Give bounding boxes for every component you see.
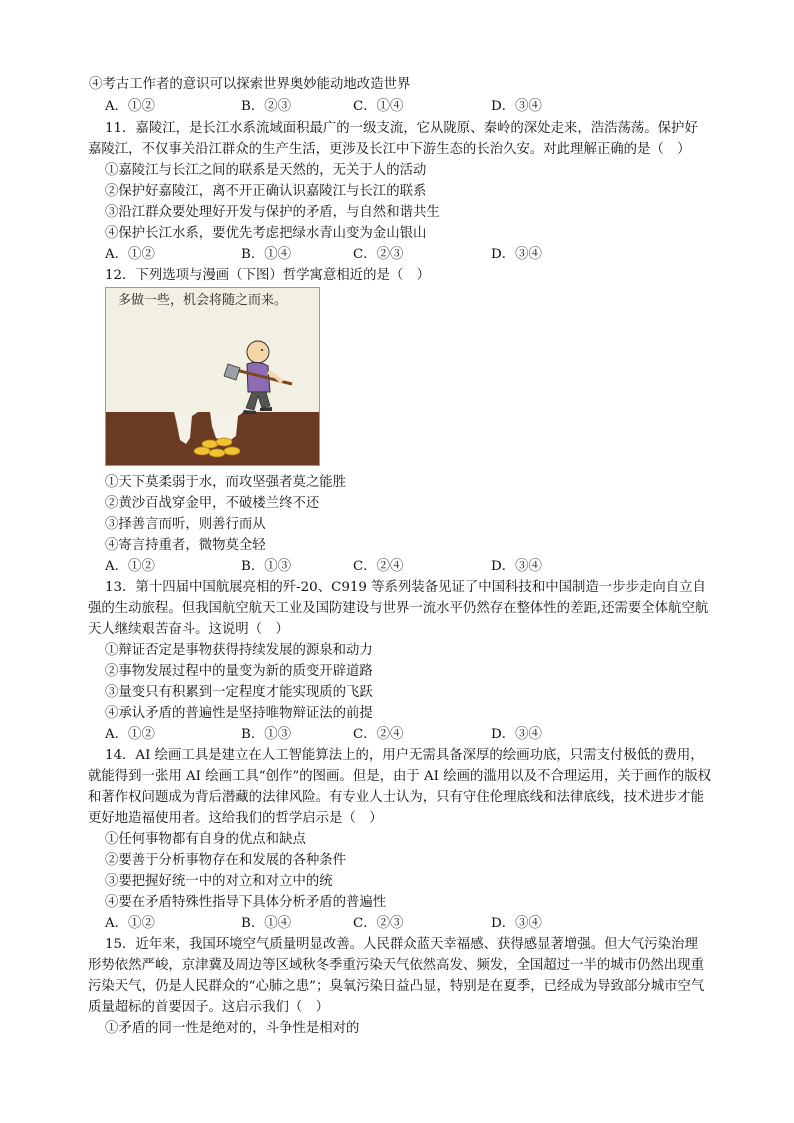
- option-text: ④保护长江水系，要优先考虑把绿水青山变为金山银山: [105, 226, 427, 241]
- choice-b[interactable]: B．①④: [241, 247, 292, 262]
- question-14-stem-cont: 更好地造福使用者。这给我们的哲学启示是（ ）: [88, 811, 383, 826]
- question-13-stem: 13．第十四届中国航展亮相的歼-20、C919 等系列装备见证了中国科技和中国制造一步步走向自立自: [105, 580, 706, 595]
- question-12-stem: 12．下列选项与漫画（下图）哲学寓意相近的是（ ）: [105, 268, 431, 283]
- choice-a[interactable]: A．①②: [105, 99, 155, 114]
- choice-c[interactable]: C．②③: [353, 247, 404, 262]
- option-text: ②黄沙百战穿金甲，不破楼兰终不还: [105, 496, 320, 511]
- choice-c[interactable]: C．②④: [353, 727, 404, 742]
- question-15-stem-cont: 形势依然严峻，京津冀及周边等区域秋冬季重污染天气依然高发、频发，全国超过一半的城市仍然出现重: [88, 958, 704, 973]
- question-15-stem-cont: 质量超标的首要因子。这启示我们（ ）: [88, 1000, 330, 1015]
- question-14-stem-cont: 就能得到一张用 AI 绘画工具“创作”的图画。但是，由于 AI 绘画的滥用以及不合理运用，关于画作的版权: [88, 769, 712, 784]
- question-13-stem-cont: 强的生动旅程。但我国航空航天工业及国防建设与世界一流水平仍然存在整体性的差距,还需要全体航空航: [88, 601, 709, 616]
- option-text: ④考古工作者的意识可以探索世界奥妙能动地改造世界: [89, 77, 411, 92]
- choice-a[interactable]: A．①②: [105, 559, 155, 574]
- question-11-stem: 11．嘉陵江，是长江水系流域面积最广的一级支流，它从陇原、秦岭的深处走来，浩浩荡荡。保护好: [105, 121, 698, 136]
- question-14-stem-cont: 和著作权问题成为背后潜藏的法律风险。有专业人士认为，只有守住伦理底线和法律底线，技术进步才能: [88, 790, 704, 805]
- option-text: ③沿江群众要处理好开发与保护的矛盾，与自然和谐共生: [105, 205, 440, 220]
- option-text: ④要在矛盾特殊性指导下具体分析矛盾的普遍性: [105, 895, 387, 910]
- choice-c[interactable]: C．①④: [353, 99, 404, 114]
- option-text: ②保护好嘉陵江，离不开正确认识嘉陵江与长江的联系: [105, 184, 427, 199]
- choice-b[interactable]: B．②③: [241, 99, 292, 114]
- cartoon-illustration: [106, 288, 320, 466]
- option-text: ①任何事物都有自身的优点和缺点: [105, 832, 306, 847]
- option-text: ①嘉陵江与长江之间的联系是天然的，无关于人的活动: [105, 163, 427, 178]
- cartoon-figure: [105, 287, 320, 466]
- choice-c[interactable]: C．②③: [353, 916, 404, 931]
- option-text: ③要把握好统一中的对立和对立中的统: [105, 874, 333, 889]
- choice-a[interactable]: A．①②: [105, 916, 155, 931]
- question-13-stem-cont: 天人继续艰苦奋斗。这说明（ ）: [88, 622, 289, 637]
- choice-d[interactable]: D．③④: [491, 727, 542, 742]
- choice-b[interactable]: B．①③: [241, 559, 292, 574]
- option-text: ③择善言而听，则善行而从: [105, 517, 266, 532]
- choice-d[interactable]: D．③④: [491, 247, 542, 262]
- option-text: ①天下莫柔弱于水，而攻坚强者莫之能胜: [105, 475, 347, 490]
- question-15-stem: 15．近年来，我国环境空气质量明显改善。人民群众蓝天幸福感、获得感显著增强。但大气污染治理: [105, 937, 698, 952]
- option-text: ②事物发展过程中的量变为新的质变开辟道路: [105, 664, 373, 679]
- choice-c[interactable]: C．②④: [353, 559, 404, 574]
- cartoon-caption: 多做一些，机会将随之而来。: [118, 293, 288, 308]
- option-text: ②要善于分析事物存在和发展的各种条件: [105, 853, 347, 868]
- question-14-stem: 14．AI 绘画工具是建立在人工智能算法上的，用户无需具备深厚的绘画功底，只需支付极低的费用，: [105, 748, 704, 763]
- option-text: ③量变只有积累到一定程度才能实现质的飞跃: [105, 685, 373, 700]
- option-text: ④寄言持重者，微物莫全轻: [105, 538, 266, 553]
- choice-b[interactable]: B．①③: [241, 727, 292, 742]
- choice-d[interactable]: D．③④: [491, 99, 542, 114]
- choice-d[interactable]: D．③④: [491, 559, 542, 574]
- question-15-stem-cont: 污染天气，仍是人民群众的“心肺之患”；臭氧污染日益凸显，特别是在夏季，已经成为导致部分城市空气: [88, 979, 705, 994]
- choice-a[interactable]: A．①②: [105, 247, 155, 262]
- option-text: ①辩证否定是事物获得持续发展的源泉和动力: [105, 643, 373, 658]
- question-11-stem-cont: 嘉陵江，不仅事关沿江群众的生产生活，更涉及长江中下游生态的长治久安。对此理解正确的是（ ）: [88, 142, 691, 157]
- choice-d[interactable]: D．③④: [491, 916, 542, 931]
- choice-b[interactable]: B．①④: [241, 916, 292, 931]
- option-text: ①矛盾的同一性是绝对的，斗争性是相对的: [105, 1021, 360, 1036]
- option-text: ④承认矛盾的普遍性是坚持唯物辩证法的前提: [105, 706, 373, 721]
- choice-a[interactable]: A．①②: [105, 727, 155, 742]
